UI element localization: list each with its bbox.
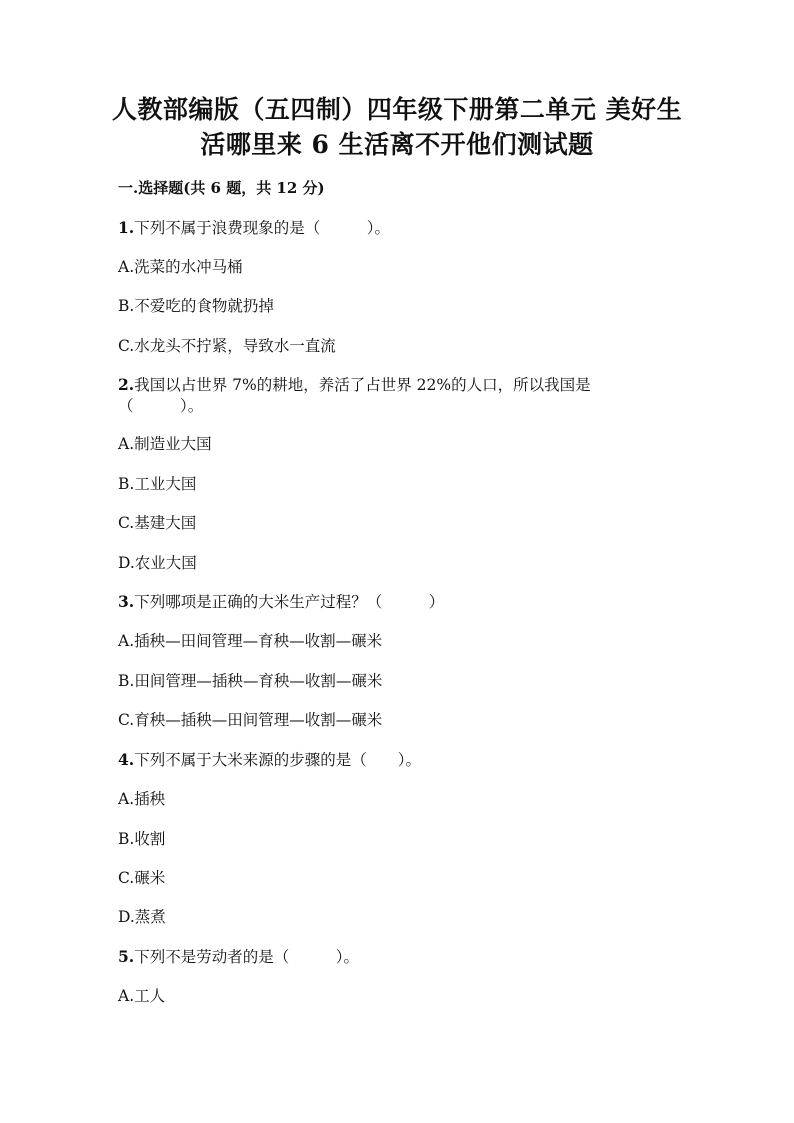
question-number: 3. <box>118 592 135 611</box>
question-5 <box>118 947 359 967</box>
question-2 <box>118 375 591 395</box>
question-number: 4. <box>118 750 135 769</box>
question-text: 我国以占世界 7%的耕地，养活了占世界 22%的人口，所以我国是 <box>134 376 591 394</box>
question-4-option-a: A.插秧 <box>118 790 166 808</box>
question-4-option-b: B.收割 <box>118 830 166 848</box>
question-1-option-c: C.水龙头不拧紧，导致水一直流 <box>118 337 336 355</box>
question-text: 下列不属于浪费现象的是（ ）。 <box>134 219 390 237</box>
question-number: 2. <box>118 375 135 394</box>
question-1-option-a: A.洗菜的水冲马桶 <box>118 258 243 276</box>
title-line-1: 人教部编版（五四制）四年级下册第二单元 美好生 <box>111 95 683 124</box>
question-3 <box>118 592 444 612</box>
question-4-option-c: C.碾米 <box>118 869 166 887</box>
question-2-continuation: （ ）。 <box>118 397 204 415</box>
question-number: 5. <box>118 947 135 966</box>
question-text: 下列不是劳动者的是（ ）。 <box>134 948 359 966</box>
question-number: 1. <box>118 218 135 237</box>
question-3-option-c: C.育秧—插秧—田间管理—收割—碾米 <box>118 711 383 729</box>
section-heading: 一.选择题(共 6 题，共 12 分) <box>118 179 325 197</box>
title-line-2: 活哪里来 6 生活离不开他们测试题 <box>200 130 594 159</box>
question-5-option-a: A.工人 <box>118 987 166 1005</box>
question-2-option-d: D.农业大国 <box>118 554 197 572</box>
question-text: 下列不属于大米来源的步骤的是（ ）。 <box>134 751 421 769</box>
question-3-option-a: A.插秧—田间管理—育秧—收割—碾米 <box>118 632 383 650</box>
question-4 <box>118 750 421 770</box>
question-text: 下列哪项是正确的大米生产过程？（ ） <box>134 593 445 611</box>
document-title <box>100 92 694 162</box>
question-2-option-c: C.基建大国 <box>118 514 197 532</box>
question-1 <box>118 218 390 238</box>
question-4-option-d: D.蒸煮 <box>118 908 166 926</box>
question-2-option-a: A.制造业大国 <box>118 435 212 453</box>
question-2-option-b: B.工业大国 <box>118 475 197 493</box>
question-1-option-b: B.不爱吃的食物就扔掉 <box>118 297 274 315</box>
question-3-option-b: B.田间管理—插秧—育秧—收割—碾米 <box>118 672 383 690</box>
